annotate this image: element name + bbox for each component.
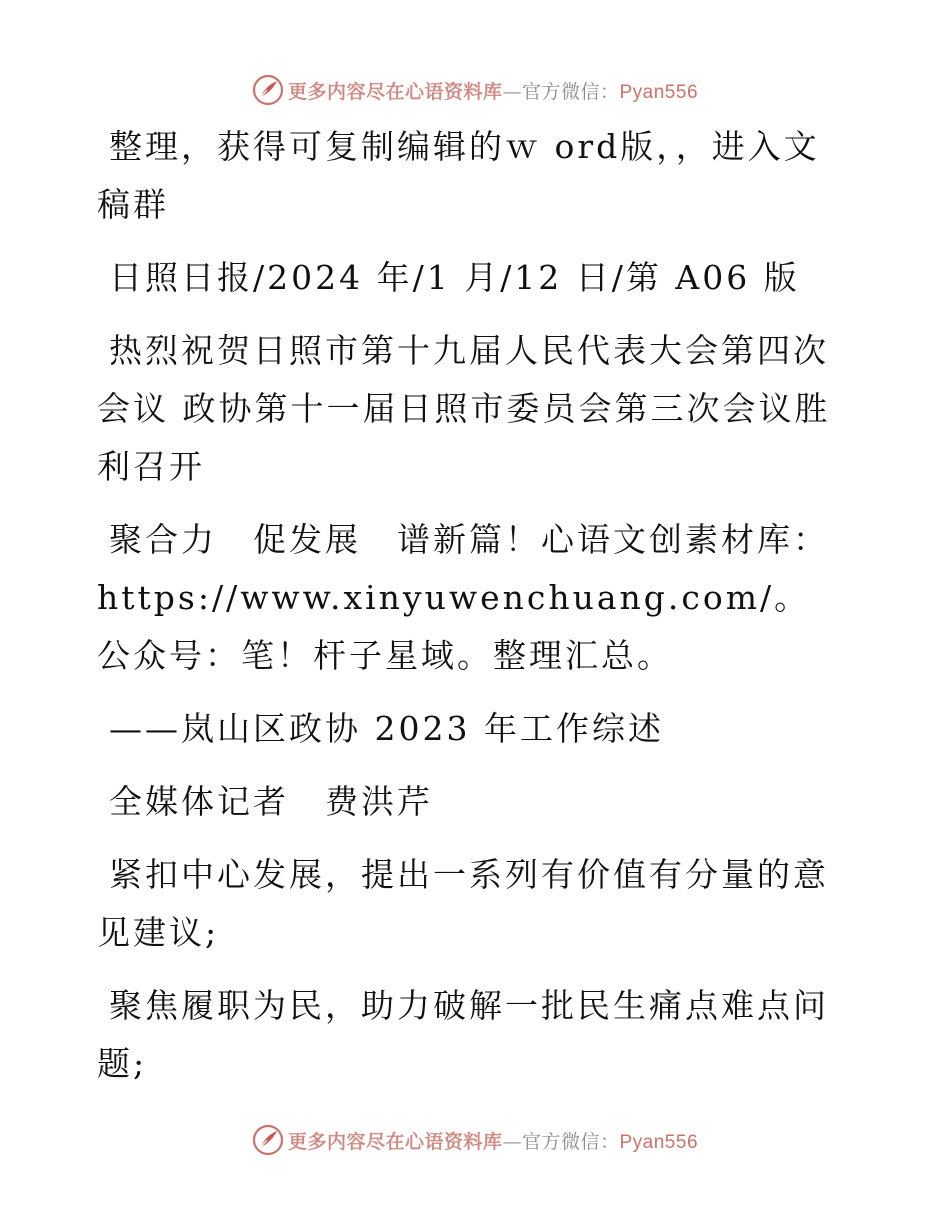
paragraph-title: 聚合力 促发展 谱新篇！心语文创素材库：https://www.xinyuwenchuang.com/。公众号：笔！杆子星域。整理汇总。 [97, 520, 829, 675]
watermark-site-text: 更多内容尽在心语资料库 [287, 80, 503, 103]
watermark-wechat-id: Pyan556 [619, 1131, 699, 1153]
paragraph-point-2: 聚焦履职为民，助力破解一批民生痛点难点问题; [97, 986, 829, 1083]
header-watermark [0, 70, 950, 110]
paragraph-byline: 全媒体记者 费洪芹 [109, 782, 433, 821]
watermark-wechat-id: Pyan556 [619, 81, 699, 103]
watermark-separator: — [502, 1130, 522, 1153]
watermark-wechat-label: 官方微信： [521, 80, 620, 103]
feather-pen-logo-icon [252, 74, 284, 106]
watermark-site-text: 更多内容尽在心语资料库 [287, 1130, 503, 1153]
document-body [97, 118, 837, 1108]
paragraph-point-1: 紧扣中心发展，提出一系列有价值有分量的意见建议; [97, 855, 829, 952]
paragraph-subtitle: ——岚山区政协 2023 年工作综述 [109, 709, 664, 748]
footer-watermark [0, 1120, 950, 1160]
paragraph-headline: 热烈祝贺日照市第十九届人民代表大会第四次会议 政协第十一届日照市委员会第三次会议胜利召开 [97, 331, 831, 486]
watermark-separator: — [502, 80, 522, 103]
paragraph-intro: 整理，获得可复制编辑的ｗ ord版，，进入文稿群 [97, 127, 820, 224]
feather-pen-logo-icon [252, 1124, 284, 1156]
paragraph-source: 日照日报/2024 年/1 月/12 日/第 A06 版 [109, 258, 800, 297]
watermark-wechat-label: 官方微信： [521, 1130, 620, 1153]
